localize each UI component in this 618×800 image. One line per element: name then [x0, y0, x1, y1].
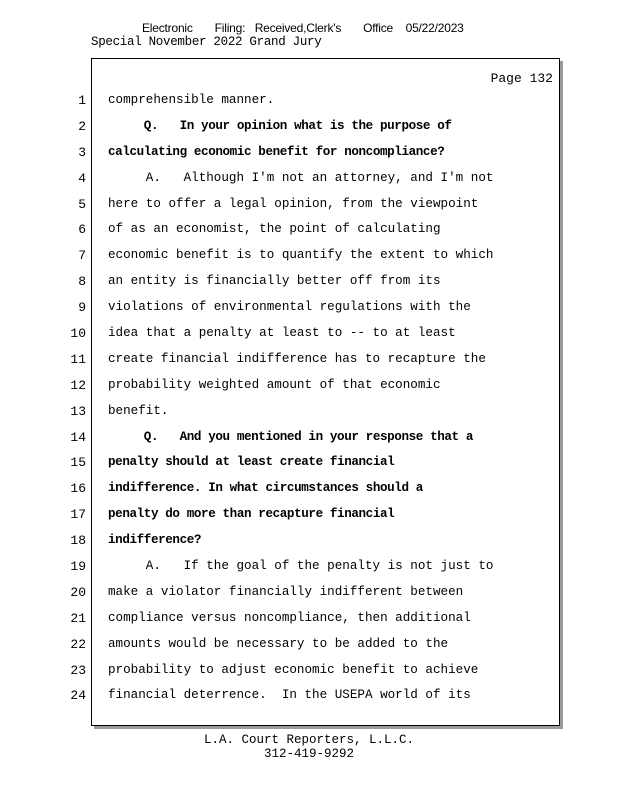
answer-line: of as an economist, the point of calculating [108, 222, 441, 237]
line-number: 18 [70, 533, 86, 549]
answer-line: A. If the goal of the penalty is not just to [108, 559, 494, 574]
line-number: 23 [70, 662, 86, 678]
line-number: 6 [78, 222, 86, 238]
reporter-phone: 312-419-9292 [263, 747, 354, 761]
answer-line: probability weighted amount of that economic [108, 377, 441, 392]
question-line: indifference? [108, 533, 202, 548]
reporter-company: L.A. Court Reporters, L.L.C. [203, 733, 415, 747]
question-line: indifference. In what circumstances should a [108, 481, 423, 496]
line-number: 15 [70, 455, 86, 471]
line-number-column [60, 88, 86, 709]
line-number: 24 [70, 688, 86, 704]
answer-line: make a violator financially indifferent between [108, 584, 464, 599]
document-title: Special November 2022 Grand Jury [91, 35, 322, 49]
line-number: 10 [70, 326, 86, 342]
reporter-footer [0, 733, 618, 761]
stamp-received: Received,Clerk's [254, 21, 342, 35]
transcript-text [108, 88, 548, 709]
stamp-electronic: Electronic [142, 21, 193, 35]
line-number: 22 [70, 636, 86, 652]
answer-line: economic benefit is to quantify the extent to which [108, 248, 494, 263]
answer-line: here to offer a legal opinion, from the viewpoint [108, 196, 479, 211]
line-number: 5 [78, 196, 86, 212]
answer-line: financial deterrence. In the USEPA world of its [108, 688, 471, 703]
line-number: 1 [78, 93, 86, 108]
question-line: Q. In your opinion what is the purpose of [108, 118, 452, 133]
line-number: 4 [78, 170, 86, 186]
line-number: 8 [78, 274, 86, 290]
answer-line: an entity is financially better off from its [108, 274, 441, 289]
stamp-date: 05/22/2023 [405, 21, 464, 35]
answer-line: create financial indifference has to recapture the [108, 351, 486, 366]
question-line: penalty should at least create financial [108, 455, 395, 470]
efiling-stamp [142, 21, 464, 35]
line-number: 12 [70, 377, 86, 393]
page-number: Page 132 [490, 71, 553, 86]
line-number: 7 [78, 248, 86, 264]
line-number: 13 [70, 403, 86, 419]
line-number: 19 [70, 559, 86, 575]
answer-line: compliance versus noncompliance, then additional [108, 610, 471, 625]
question-line: penalty do more than recapture financial [108, 507, 395, 522]
line-number: 21 [70, 610, 86, 626]
line-number: 3 [78, 144, 86, 160]
answer-line: idea that a penalty at least to -- to at least [108, 326, 456, 341]
stamp-filing: Filing: [214, 21, 246, 35]
line-number: 9 [78, 300, 86, 316]
question-line: calculating economic benefit for noncompliance? [108, 144, 445, 159]
line-number: 2 [78, 118, 86, 134]
answer-line: A. Although I'm not an attorney, and I'm not [108, 170, 494, 185]
stamp-office: Office [363, 21, 394, 35]
answer-line: amounts would be necessary to be added to the [108, 636, 449, 651]
answer-line: probability to adjust economic benefit to achieve [108, 662, 479, 677]
line-number: 14 [70, 429, 86, 445]
answer-line: violations of environmental regulations with the [108, 300, 471, 315]
line-number: 20 [70, 584, 86, 600]
line-number: 16 [70, 481, 86, 497]
answer-line: benefit. [108, 403, 169, 418]
question-line: Q. And you mentioned in your response that a [108, 429, 474, 444]
line-number: 17 [70, 507, 86, 523]
line-number: 11 [70, 351, 86, 367]
answer-line: comprehensible manner. [108, 93, 275, 107]
